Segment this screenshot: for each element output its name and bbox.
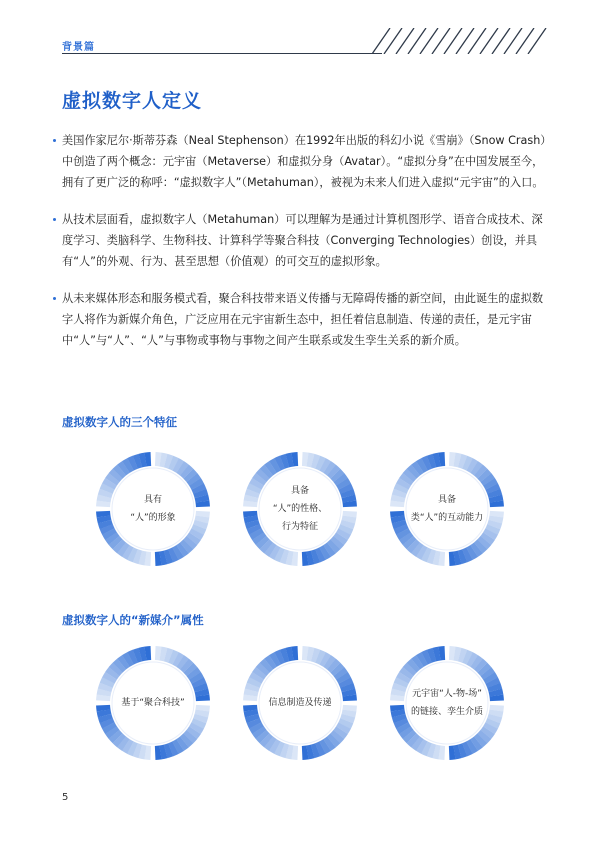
- media-title: 虚拟数字人的“新媒介”属性: [62, 613, 204, 627]
- circle-line: 具备: [290, 486, 309, 496]
- definition-item: [62, 288, 550, 351]
- circle-line: “人”的性格、: [272, 504, 328, 514]
- circle-line: 具有: [143, 495, 162, 505]
- bullet-dot-icon: [53, 218, 56, 221]
- media-circle: [241, 644, 359, 762]
- circle-line: 的链接、孪生介质: [410, 707, 483, 717]
- bullet-dot-icon: [53, 139, 56, 142]
- definition-item: [62, 209, 550, 272]
- page-number: 5: [62, 792, 69, 803]
- definition-text: 美国作家尼尔·斯蒂芬森（Neal Stephenson）在1992年出版的科幻小说《雪崩》（Snow Crash）中创造了两个概念：元宇宙（Metaverse）和虚拟分身（Avatar）。“虚拟分身”在中国发展至今，拥有了更广泛的称呼：“虚拟数字人”（Metahuman），被视为未来人们进入虚拟“元宇宙”的入口。: [62, 134, 546, 189]
- media-circle: [388, 644, 506, 762]
- definition-item: [62, 130, 550, 193]
- section-label: 背景篇: [62, 42, 95, 53]
- page-title: 虚拟数字人定义: [62, 90, 203, 112]
- header-hatch-decoration: [372, 28, 552, 54]
- feature-circle: [388, 450, 506, 568]
- features-title: 虚拟数字人的三个特征: [62, 415, 177, 429]
- circle-line: 具备: [437, 495, 456, 505]
- circle-line: 行为特征: [281, 522, 318, 532]
- definition-text: 从技术层面看，虚拟数字人（Metahuman）可以理解为是通过计算机图形学、语音合成技术、深度学习、类脑科学、生物科技、计算科学等聚合科技（Converging Technologies）创设，并具有“人”的外观、行为、甚至思想（价值观）的可交互的虚拟形象。: [62, 213, 543, 268]
- circle-line: 基于“聚合科技”: [121, 698, 185, 708]
- circle-line: “人”的形象: [130, 513, 176, 523]
- feature-circle: [94, 450, 212, 568]
- bullet-dot-icon: [53, 297, 56, 300]
- circle-line: 元宇宙“人-物-场”: [412, 689, 482, 699]
- media-circle: [94, 644, 212, 762]
- feature-circle: [241, 450, 359, 568]
- circle-line: 信息制造及传递: [268, 698, 332, 708]
- definition-text: 从未来媒体形态和服务模式看，聚合科技带来语义传播与无障碍传播的新空间，由此诞生的虚拟数字人将作为新媒介角色，广泛应用在元宇宙新生态中，担任着信息制造、传递的责任，是元宇宙中“人”与“人”、“人”与事物或事物与事物之间产生联系或发生孪生关系的新介质。: [62, 292, 544, 347]
- circle-line: 类“人”的互动能力: [410, 513, 484, 523]
- header-divider: [62, 53, 382, 54]
- definition-list: [62, 130, 550, 367]
